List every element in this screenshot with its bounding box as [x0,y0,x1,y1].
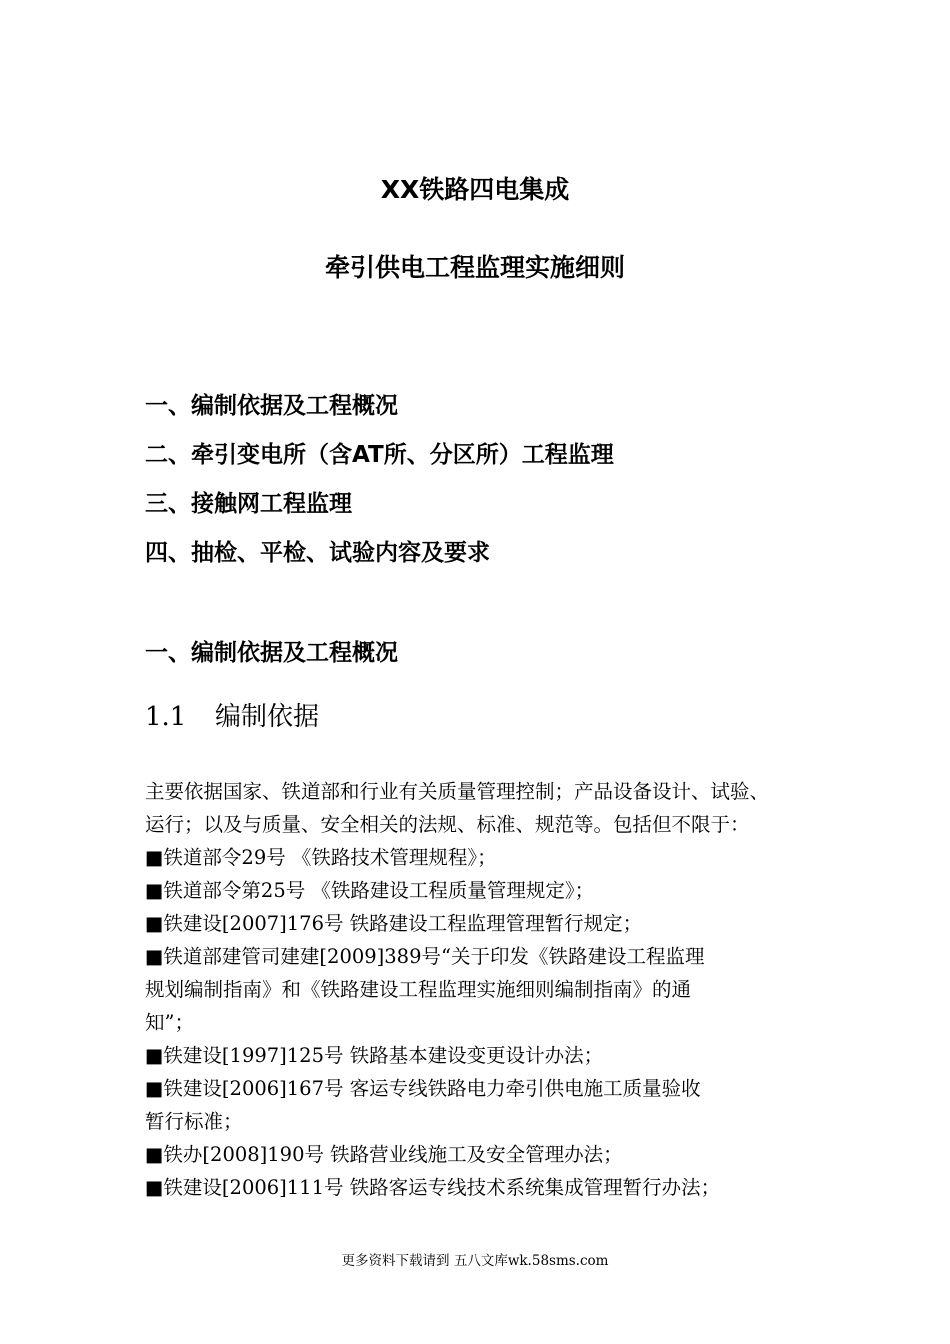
list-item: ■铁道部建管司建建[2009]389号“关于印发《铁路建设工程监理 [145,945,705,968]
subsection-number: 1.1 [145,702,187,732]
document-title-line2: 牵引供电工程监理实施细则 [324,253,625,282]
paragraph-line: 主要依据国家、铁道部和行业有关质量管理控制；产品设备设计、试验、 [145,780,770,803]
list-item-continuation: 知”； [145,1011,194,1034]
list-item-continuation: 暂行标准； [145,1110,243,1133]
list-item: ■铁道部令第25号 《铁路建设工程质量管理规定》； [145,879,595,902]
list-item: ■铁道部令29号 《铁路技术管理规程》； [145,846,497,869]
section-heading: 一、编制依据及工程概况 [145,640,398,666]
list-item: ■铁建设[2006]111号 铁路客运专线技术系统集成管理暂行办法； [145,1176,721,1199]
subsection-heading [145,696,319,733]
toc-item: 二、牵引变电所（含AT所、分区所）工程监理 [145,442,614,468]
list-item: ■铁办[2008]190号 铁路营业线施工及安全管理办法； [145,1143,623,1166]
toc-item: 四、抽检、平检、试验内容及要求 [145,540,490,566]
list-item: ■铁建设[2006]167号 客运专线铁路电力牵引供电施工质量验收 [145,1077,701,1100]
list-item: ■铁建设[2007]176号 铁路建设工程监理管理暂行规定； [145,912,643,935]
list-item-continuation: 规划编制指南》和《铁路建设工程监理实施细则编制指南》的通 [145,978,692,1001]
document-title-line1: XX铁路四电集成 [380,175,570,204]
list-item: ■铁建设[1997]125号 铁路基本建设变更设计办法； [145,1044,604,1067]
toc-item: 一、编制依据及工程概况 [145,393,398,419]
body-text [145,775,875,1204]
footer-note: 更多资料下载请到 五八文库wk.58sms.com [341,1253,609,1269]
subsection-title: 编制依据 [215,702,320,732]
table-of-contents [145,382,614,578]
paragraph-line: 运行；以及与质量、安全相关的法规、标准、规范等。包括但不限于： [145,813,750,836]
toc-item: 三、接触网工程监理 [145,491,352,517]
